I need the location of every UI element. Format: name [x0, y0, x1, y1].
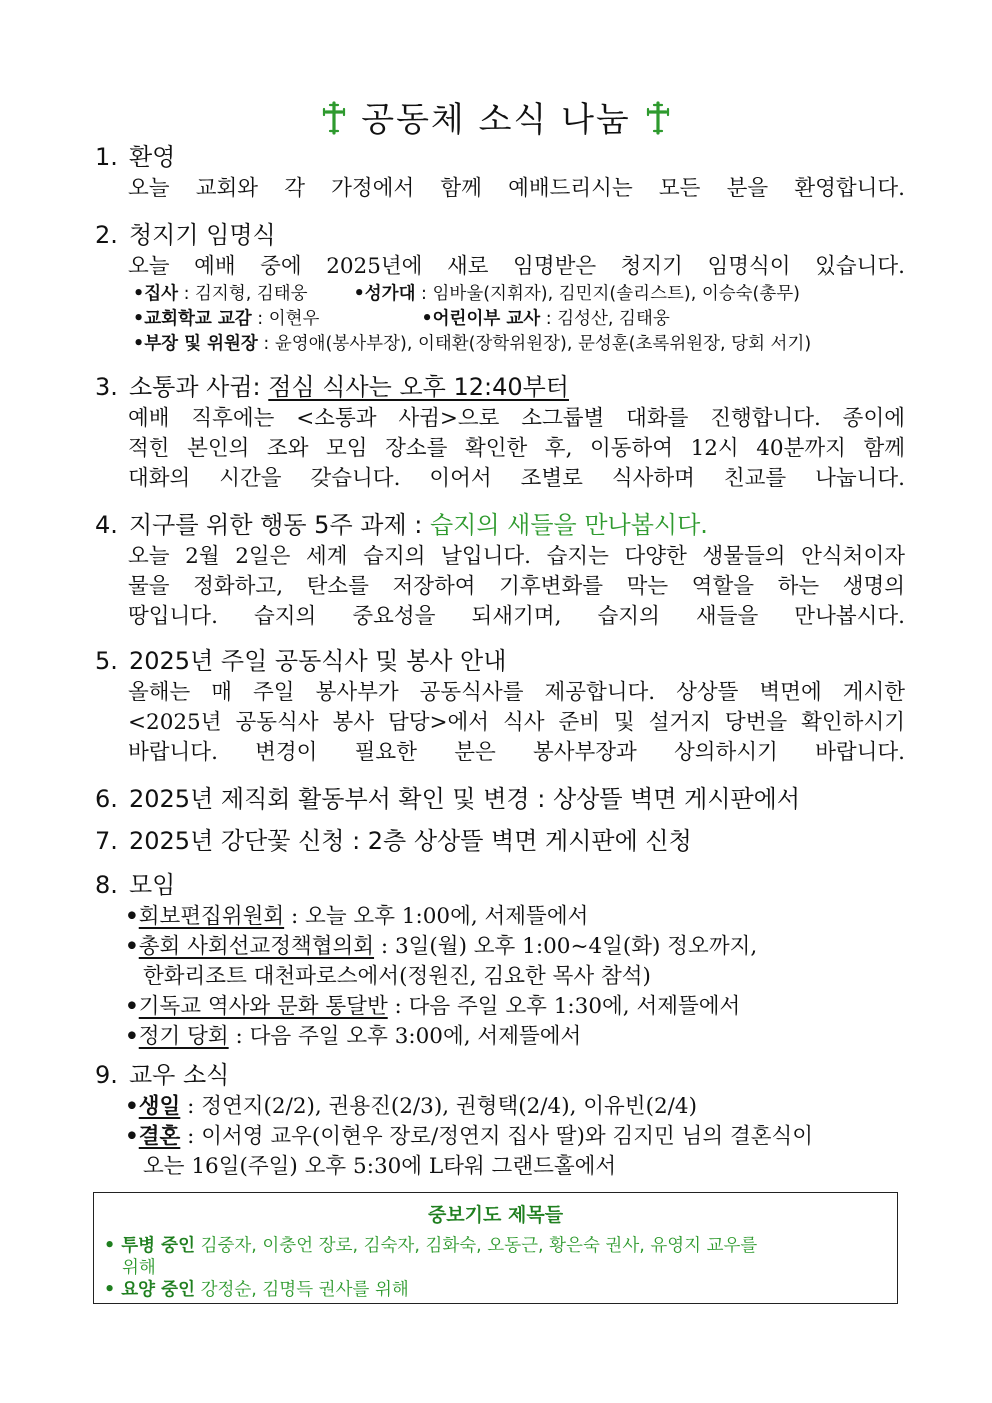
- section-heading: 지구를 위한 행동 5주 과제 :: [129, 511, 430, 539]
- appointment-row: •교회학교 교감 : 이현우 •어린이부 교사 : 김성산, 김태웅: [133, 309, 670, 329]
- section-body: 올해는 매 주일 봉사부가 공동식사를 제공합니다. 상상뜰 벽면에 게시한 <2025년 공동식사 봉사 담당>에서 식사 준비 및 설거지 당번을 확인하시기 바랍니다. 변경이 필요한 분은 봉사부장과 상의하시기 바랍니다.: [128, 680, 905, 765]
- green-cross-icon: [321, 101, 347, 135]
- list-item: •정기 당회 : 다음 주일 오후 3:00에, 서제뜰에서: [125, 1024, 582, 1049]
- list-item: •생일 : 정연지(2/2), 권용진(2/3), 권형택(2/4), 이유빈(2/4): [125, 1094, 697, 1119]
- green-cross-icon: [645, 101, 671, 135]
- section-fellowship: 3. 소통과 사귐: 점심 식사는 오후 12:40부터 예배 직후에는 <소통과 사귐>으로 소그룹별 대화를 진행합니다. 종이에 적힌 본인의 조와 모임 장소를 확인한 후, 이동하여 12시 40분까지 함께 대화의 시간을 갖습니다. 이어서 조별로 식사하며 친교를 나눕니다.: [95, 370, 905, 494]
- section-shared-meal: 5. 2025년 주일 공동식사 및 봉사 안내 올해는 매 주일 봉사부가 공동식사를 제공합니다. 상상뜰 벽면에 게시한 <2025년 공동식사 봉사 담당>에서 식사 준비 및 설거지 당번을 확인하시기 바랍니다. 변경이 필요한 분은 봉사부장과 상의하시기 바랍니다.: [95, 644, 905, 768]
- intercession-box: 중보기도 제목들 • 투병 중인 김중자, 이충언 장로, 김숙자, 김화숙, 오동근, 황은숙 권사, 유영지 교우를 위해 • 요양 중인 강정순, 김명득 권사를 위해: [93, 1192, 898, 1304]
- section-altar-flowers: 7. 2025년 강단꽃 신청 : 2층 상상뜰 벽면 게시판에 신청: [95, 827, 692, 855]
- section-department-check: 6. 2025년 제직회 활동부서 확인 및 변경 : 상상뜰 벽면 게시판에서: [95, 785, 801, 813]
- section-heading: 2025년 강단꽃 신청 : 2층 상상뜰 벽면 게시판에 신청: [129, 827, 692, 855]
- section-steward-appointment: 2. 청지기 임명식 오늘 예배 중에 2025년에 새로 임명받은 청지기 임명식이 있습니다. •집사 : 김지형, 김태웅 •성가대 : 임바울(지휘자), 김민지(솔리스트), 이승숙(총무) •교회학교 교감 : 이현우 •어린이부 교사 : 김성산, 김태웅 •부장 및 위원장 : 윤영애(봉사부장), 이태환(장학위원장), 문성훈(초록위원장, 당회 서기): [95, 218, 905, 357]
- section-heading: 2025년 주일 공동식사 및 봉사 안내: [129, 647, 507, 675]
- section-heading: 환영: [129, 143, 176, 171]
- section-heading: 교우 소식: [129, 1061, 230, 1089]
- section-welcome: [95, 140, 905, 204]
- weekly-task: 습지의 새들을 만나봅시다.: [429, 511, 708, 539]
- list-item: •결혼 : 이서영 교우(이현우 장로/정연지 집사 딸)와 김지민 님의 결혼식이: [125, 1124, 814, 1149]
- list-item: •기독교 역사와 문화 통달반 : 다음 주일 오후 1:30에, 서제뜰에서: [125, 994, 741, 1019]
- section-earth-action: 4. 지구를 위한 행동 5주 과제 : 습지의 새들을 만나봅시다. 오늘 2월 2일은 세계 습지의 날입니다. 습지는 다양한 생물들의 안식처이자 물을 정화하고, 탄소를 저장하여 기후변화를 막는 역할을 하는 생명의 땅입니다. 습지의 중요성을 되새기며, 습지의 새들을 만나봅시다.: [95, 508, 905, 632]
- section-member-news: 9. 교우 소식 •생일 : 정연지(2/2), 권용진(2/3), 권형택(2/4), 이유빈(2/4) •결혼 : 이서영 교우(이현우 장로/정연지 집사 딸)와 김지민 님의 결혼식이 오는 16일(주일) 오후 5:30에 L타워 그랜드홀에서: [95, 1058, 905, 1182]
- list-item: •총회 사회선교정책협의회 : 3일(월) 오후 1:00~4일(화) 정오까지,: [125, 934, 758, 959]
- section-body: 오늘 교회와 각 가정에서 함께 예배드리시는 모든 분을 환영합니다.: [128, 176, 905, 201]
- title-text: 공동체 소식 나눔: [361, 100, 631, 140]
- section-meetings: 8. 모임 •회보편집위원회 : 오늘 오후 1:00에, 서제뜰에서 •총회 사회선교정책협의회 : 3일(월) 오후 1:00~4일(화) 정오까지, 한화리조트 대천파로스에서(정원진, 김요한 목사 참석) •기독교 역사와 문화 통달반 : 다음 주일 오후 1:30에, 서제뜰에서 •정기 당회 : 다음 주일 오후 3:00에, 서제뜰에서: [95, 868, 905, 1052]
- prayer-item: • 요양 중인 강정순, 김명득 권사를 위해: [104, 1280, 409, 1300]
- section-body: 예배 직후에는 <소통과 사귐>으로 소그룹별 대화를 진행합니다. 종이에 적힌 본인의 조와 모임 장소를 확인한 후, 이동하여 12시 40분까지 함께 대화의 시간을 갖습니다. 이어서 조별로 식사하며 친교를 나눕니다.: [128, 406, 905, 491]
- appointment-row: •부장 및 위원장 : 윤영애(봉사부장), 이태환(장학위원장), 문성훈(초록위원장, 당회 서기): [133, 334, 812, 354]
- section-heading: 청지기 임명식: [129, 221, 276, 249]
- appointment-row: •집사 : 김지형, 김태웅 •성가대 : 임바울(지휘자), 김민지(솔리스트), 이승숙(총무): [133, 284, 801, 304]
- lunch-time-notice: 점심 식사는 오후 12:40부터: [268, 373, 569, 401]
- section-body: 오늘 2월 2일은 세계 습지의 날입니다. 습지는 다양한 생물들의 안식처이자 물을 정화하고, 탄소를 저장하여 기후변화를 막는 역할을 하는 생명의 땅입니다. 습지의 중요성을 되새기며, 습지의 새들을 만나봅시다.: [128, 544, 905, 629]
- meeting-list: •회보편집위원회 : 오늘 오후 1:00에, 서제뜰에서 •총회 사회선교정책협의회 : 3일(월) 오후 1:00~4일(화) 정오까지, 한화리조트 대천파로스에서(정원진, 김요한 목사 참석) •기독교 역사와 문화 통달반 : 다음 주일 오후 1:30에, 서제뜰에서 •정기 당회 : 다음 주일 오후 3:00에, 서제뜰에서: [125, 902, 905, 1052]
- box-title: 중보기도 제목들: [427, 1204, 564, 1226]
- section-heading: 2025년 제직회 활동부서 확인 및 변경 : 상상뜰 벽면 게시판에서: [129, 785, 801, 813]
- page-title: [0, 92, 992, 141]
- news-list: •생일 : 정연지(2/2), 권용진(2/3), 권형택(2/4), 이유빈(2/4) •결혼 : 이서영 교우(이현우 장로/정연지 집사 딸)와 김지민 님의 결혼식이 오는 16일(주일) 오후 5:30에 L타워 그랜드홀에서: [125, 1092, 905, 1182]
- section-heading: 소통과 사귐:: [129, 373, 269, 401]
- section-heading: 모임: [129, 871, 176, 899]
- prayer-item: • 투병 중인 김중자, 이충언 장로, 김숙자, 김화숙, 오동근, 황은숙 권사, 유영지 교우를: [104, 1236, 758, 1256]
- section-number: 1.: [95, 143, 118, 171]
- list-item: •회보편집위원회 : 오늘 오후 1:00에, 서제뜰에서: [125, 904, 589, 929]
- section-body: 오늘 예배 중에 2025년에 새로 임명받은 청지기 임명식이 있습니다.: [128, 254, 905, 279]
